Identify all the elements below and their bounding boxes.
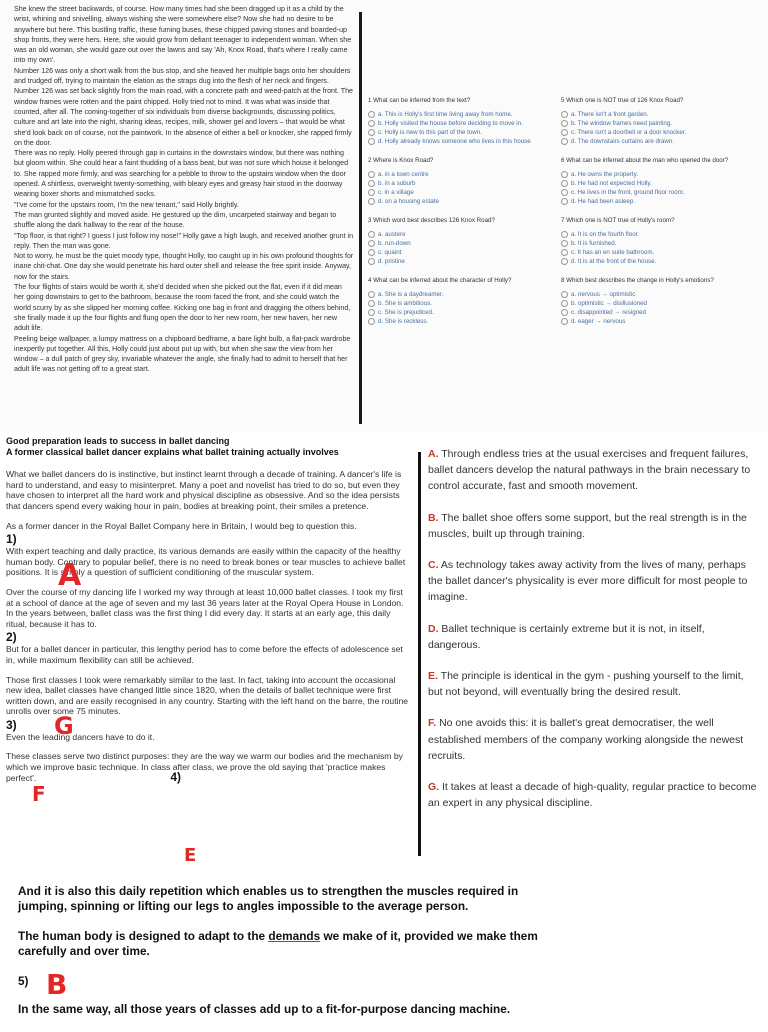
radio-button-icon[interactable] <box>561 309 568 316</box>
radio-button-icon[interactable] <box>368 318 375 325</box>
question-block <box>561 216 761 266</box>
article-paragraph: But for a ballet dancer in particular, this lengthy period has to come before the effects of adolescence set in, while maximum flexibility can still be achieved. <box>6 644 403 665</box>
story-paragraph: Not to worry, he must be the quiet moody type, thought Holly, too caught up in his own profound thoughts for inane chit-chat. One day she would penetrate his hard outer shell and release the free spirit inside. Anyway, now for the stairs. <box>14 252 354 281</box>
bottom-text: we make of it, provided we make them carefully and over time. <box>18 929 538 958</box>
radio-button-icon[interactable] <box>561 318 568 325</box>
option-letter: B. <box>428 511 439 524</box>
option-paragraph <box>428 715 758 764</box>
story-paragraph: "Top floor, is that right? I guess I just follow my nose!" Holly gave a high laugh, and received another grunt in reply. Then the man was gone. <box>14 231 354 250</box>
story-text <box>14 4 354 375</box>
answer-option[interactable] <box>561 257 761 266</box>
question-text: 3 Which word best describes 126 Knox Road? <box>368 217 495 224</box>
answer-option[interactable] <box>368 188 558 197</box>
answer-option[interactable] <box>368 170 558 179</box>
option-letter: G. <box>428 781 440 794</box>
answer-option-label: a. austere <box>378 231 406 238</box>
story-paragraph: Number 126 was only a short walk from the bus stop, and she heaved her multiple bags onto her shoulders and trudged off, trying to maintain the elation as the straps dug into the flesh of her neck and fingers. Number 126 was set back slightly from the main road, with a concrete path and weed-patch at the front. The window frames were rotten and the paint chipped. Holly tried not to mind. It was what was inside that counted, after all. The coming-together of six individuals from diverse backgrounds, discussing politics, culture and art late into the night, sharing ideas, recipes, milk, shower gel and lovers – that would be what she'd look back on of course, not the paintwork. In the absence of either a bell or knocker, she rapped firmly on the door. <box>14 66 353 147</box>
article-paragraph: As a former dancer in the Royal Ballet Company here in Britain, I would beg to question this. <box>6 520 357 531</box>
bottom-sentences <box>18 884 558 1032</box>
option-letter: D. <box>428 622 439 635</box>
handwritten-answer-1: A <box>58 558 82 593</box>
answer-option[interactable] <box>368 137 558 146</box>
question-text: 1 What can be inferred from the text? <box>368 97 471 104</box>
answer-option[interactable] <box>368 308 558 317</box>
answer-option-label: c. He lives in the front, ground floor room. <box>571 189 685 196</box>
radio-button-icon[interactable] <box>368 198 375 205</box>
bottom-text: The human body is designed to adapt to the <box>18 929 269 943</box>
answer-option-label: b. optimistic → disillusioned <box>571 300 647 307</box>
question-text: 4 What can be inferred about the character of Holly? <box>368 277 512 284</box>
radio-button-icon[interactable] <box>561 258 568 265</box>
answer-option-label: a. It is on the fourth floor. <box>571 231 640 238</box>
answer-option[interactable] <box>368 299 558 308</box>
answer-option-label: b. run-down <box>378 240 411 247</box>
answer-option-label: d. The downstairs curtains are drawn. <box>571 138 675 145</box>
radio-button-icon[interactable] <box>368 120 375 127</box>
option-paragraph <box>428 779 758 811</box>
column-divider <box>418 452 421 856</box>
answer-option-label: a. He owns the property. <box>571 171 638 178</box>
answer-option[interactable] <box>368 128 558 137</box>
answer-option[interactable] <box>368 179 558 188</box>
radio-button-icon[interactable] <box>368 111 375 118</box>
radio-button-icon[interactable] <box>561 240 568 247</box>
radio-button-icon[interactable] <box>561 291 568 298</box>
answer-option[interactable] <box>561 197 761 206</box>
radio-button-icon[interactable] <box>368 291 375 298</box>
article-paragraph: What we ballet dancers do is instinctive, but instinct learnt through a decade of training. A dancer's life is hard to understand, and easy to misinterpret. Many a poet and novelist has tried to do so, but even they have chosen to interpret all the hard work and physical discipline as obsessive. And so the idea persists that dancers spend every waking hour in pain, bodies at breaking point, their smiles a pretence. <box>6 469 402 511</box>
gap-number-5: 5) <box>18 974 29 988</box>
answer-option-label: d. eager → nervous <box>571 318 626 325</box>
question-text: 7 Which one is NOT true of Holly's room? <box>561 217 675 224</box>
question-text: 8 Which best describes the change in Holly's emotions? <box>561 277 714 284</box>
option-text: It takes at least a decade of high-quality, regular practice to become an expert in any physical discipline. <box>428 781 757 810</box>
answer-option-label: b. in a suburb <box>378 180 416 187</box>
handwritten-answer-3: F <box>32 782 46 806</box>
radio-button-icon[interactable] <box>561 189 568 196</box>
option-paragraph <box>428 557 758 606</box>
answer-option-label: a. This is Holly's first time living away from home. <box>378 111 513 118</box>
answer-option[interactable] <box>561 179 761 188</box>
answer-option-label: b. He had not expected Holly. <box>571 180 652 187</box>
gap-number-3: 3) <box>6 717 17 732</box>
answer-option[interactable] <box>368 239 558 248</box>
answer-option-label: c. It has an en suite bathroom. <box>571 249 655 256</box>
radio-button-icon[interactable] <box>368 309 375 316</box>
radio-button-icon[interactable] <box>561 300 568 307</box>
option-letter: F. <box>428 717 437 730</box>
option-text: Through endless tries at the usual exercises and frequent failures, ballet dancers develop the natural pathways in the brain necessary to control accurate, fast and smooth movement. <box>428 448 751 493</box>
radio-button-icon[interactable] <box>368 138 375 145</box>
answer-option-label: d. on a housing estate <box>378 198 439 205</box>
radio-button-icon[interactable] <box>561 138 568 145</box>
option-paragraph <box>428 446 758 495</box>
reading-page-top <box>0 0 768 432</box>
gap-number-2: 2) <box>6 630 17 645</box>
answer-option-label: d. Holly already knows someone who lives in this house <box>378 138 531 145</box>
answer-option[interactable] <box>561 188 761 197</box>
radio-button-icon[interactable] <box>368 300 375 307</box>
answer-option-label: c. in a village <box>378 189 414 196</box>
questions-left-column <box>368 96 558 336</box>
bottom-paragraph: In the same way, all those years of classes add up to a fit-for-purpose dancing machine. <box>18 1002 511 1016</box>
article-paragraph: Those first classes I took were remarkably similar to the last. In fact, taking into account the occasional new idea, ballet classes have changed little since 1820, when the details of ballet technique were first written down, and are easily recognised in any country. Starting with the left hand on the barre, the routine unrolls over some 75 minutes. <box>6 674 409 717</box>
radio-button-icon[interactable] <box>368 189 375 196</box>
radio-button-icon[interactable] <box>561 111 568 118</box>
answer-option-label: c. She is prejudiced. <box>378 309 434 316</box>
answer-option-label: c. quaint <box>378 249 402 256</box>
question-block <box>368 156 558 206</box>
answer-option[interactable] <box>561 308 761 317</box>
answer-option[interactable] <box>368 290 558 299</box>
option-text: No one avoids this: it is ballet's great democratiser, the well established members of the company working alongside the newest recruits. <box>428 717 744 762</box>
bottom-paragraph: And it is also this daily repetition which enables us to strengthen the muscles required in jumping, spinning or lifting our legs to angles impossible to the average person. <box>18 884 519 913</box>
answer-option-label: a. nervous → optimistic <box>571 291 636 298</box>
article-paragraph: These classes serve two distinct purposes: they are the way we warm our bodies and the mechanism by which we improve basic technique. In class after class, we prove the old saying that 'practice makes perfect'. <box>6 751 403 783</box>
handwritten-answer-5: B <box>46 968 68 1001</box>
question-text: 2 Where is Knox Road? <box>368 157 434 164</box>
answer-option-label: c. There isn't a doorbell or a door knocker. <box>571 129 687 136</box>
answer-option-label: b. She is ambitious. <box>378 300 432 307</box>
radio-button-icon[interactable] <box>561 180 568 187</box>
option-text: The principle is identical in the gym - pushing yourself to the limit, but not beyond, will eventually bring the desired result. <box>428 670 744 699</box>
answer-options <box>428 446 758 826</box>
radio-button-icon[interactable] <box>561 120 568 127</box>
article-subtitle: A former classical ballet dancer explains what ballet training actually involves <box>6 446 339 457</box>
story-paragraph: She knew the street backwards, of course. How many times had she been dragged up it as a child by the wrist, whining and snivelling, always wishing she were somewhere else? Now she had no desire to be anywhere but here. This bustling traffic, these fuming buses, these chipped paving stones and boarded-up shop fronts, they were hers. Here, she would grow from defiant teenager to independent woman. When she was an old woman, she would gaze out over the lawns and say 'Ah, Knox Road, that's where I really came into my own'. <box>14 5 352 65</box>
answer-option-label: a. in a town centre <box>378 171 429 178</box>
option-text: As technology takes away activity from the lives of many, perhaps the ballet dancer's physicality is ever more difficult for most people to imagine. <box>428 559 748 604</box>
answer-option[interactable] <box>368 248 558 257</box>
answer-option[interactable] <box>368 110 558 119</box>
radio-button-icon[interactable] <box>368 231 375 238</box>
answer-option[interactable] <box>561 299 761 308</box>
handwritten-answer-4: E <box>184 845 197 866</box>
article-paragraph: Over the course of my dancing life I worked my way through at least 10,000 ballet classes. I took my first at a school of dance at the age of seven and my last 36 years later at the Royal Opera House in London. In the years between, ballet class was the first thing I did every day. It starts at an early age, this daily ritual, because it has to. <box>6 586 404 629</box>
option-text: Ballet technique is certainly extreme but it is not, in itself, dangerous. <box>428 622 705 651</box>
gap-number-1: 1) <box>6 532 17 547</box>
option-paragraph <box>428 621 758 653</box>
radio-button-icon[interactable] <box>561 231 568 238</box>
radio-button-icon[interactable] <box>561 129 568 136</box>
answer-option[interactable] <box>368 317 558 326</box>
questions-right-column <box>561 96 761 336</box>
question-block <box>561 96 761 146</box>
answer-option[interactable] <box>368 230 558 239</box>
answer-option-label: b. It is furnished. <box>571 240 617 247</box>
radio-button-icon[interactable] <box>561 198 568 205</box>
answer-option[interactable] <box>561 248 761 257</box>
question-block <box>368 276 558 326</box>
answer-option[interactable] <box>368 257 558 266</box>
question-block <box>368 216 558 266</box>
answer-option[interactable] <box>561 119 761 128</box>
answer-option-label: d. It is at the front of the house. <box>571 258 657 265</box>
option-letter: C. <box>428 559 439 572</box>
radio-button-icon[interactable] <box>368 258 375 265</box>
answer-option-label: a. There isn't a front garden. <box>571 111 649 118</box>
gap-number-4: 4) <box>170 770 181 785</box>
answer-option-label: d. She is reckless. <box>378 318 429 325</box>
question-text: 5 Which one is NOT true of 126 Knox Road? <box>561 97 684 104</box>
answer-option-label: c. disappointed → resigned <box>571 309 646 316</box>
radio-button-icon[interactable] <box>368 129 375 136</box>
option-letter: E. <box>428 670 438 683</box>
article-title: Good preparation leads to success in ballet dancing <box>6 436 230 446</box>
question-block <box>368 96 558 146</box>
option-letter: A. <box>428 448 439 460</box>
story-paragraph: Peeling beige wallpaper, a lumpy mattress on a chipboard bedframe, a bare light bulb, a flat-pack wardrobe inexpertly put together. All this, Holly could just about put up with, but when she saw the view from her window – a dull patch of grey sky, invariable whatever the angle, she finally had to admit to herself that her adult life was not getting off to a great start. <box>14 334 351 374</box>
answer-option-label: b. The window frames need painting. <box>571 120 673 127</box>
answer-option-label: d. pristine <box>378 258 405 265</box>
answer-option[interactable] <box>561 137 761 146</box>
bottom-paragraph <box>18 929 558 959</box>
question-text: 6 What can be inferred about the man who opened the door? <box>561 157 729 164</box>
column-divider <box>359 12 362 424</box>
radio-button-icon[interactable] <box>561 171 568 178</box>
radio-button-icon[interactable] <box>368 171 375 178</box>
story-paragraph: The four flights of stairs would be worth it, she'd decided when she picked out the flat, even if it did mean her going downstairs to get to the bathroom, because the room faced the front, and she could watch the world scurry by as she slipped her morning coffee. Kicking one bag in front and dragging the others behind, she finally made it up the four flights and flung open the door to her new room, her new haven, her new adult life. <box>14 283 351 333</box>
answer-option[interactable] <box>368 119 558 128</box>
answer-option[interactable] <box>561 239 761 248</box>
radio-button-icon[interactable] <box>368 180 375 187</box>
answer-option[interactable] <box>561 317 761 326</box>
option-text: The ballet shoe offers some support, but the real strength is in the muscles, built up through training. <box>428 511 747 540</box>
answer-option[interactable] <box>368 197 558 206</box>
radio-button-icon[interactable] <box>368 240 375 247</box>
underlined-word: demands <box>268 929 321 943</box>
question-block <box>561 156 761 206</box>
answer-option[interactable] <box>561 128 761 137</box>
article-paragraph: With expert teaching and daily practice, its various demands are easily within the capacity of the healthy human body. Contrary to popular belief, there is no need to break bones or tear muscles to achieve ballet positions. It is simply a question of sufficient conditioning of the muscular system. <box>6 546 406 578</box>
answer-option[interactable] <box>561 230 761 239</box>
option-paragraph <box>428 668 758 700</box>
story-paragraph: There was no reply. Holly peered through gap in curtains in the downstairs window, but there was nothing but gloom within. She could hear a faint thudding of a bass beat, but was not sure which house it belonged to. She rapped more firmly, and was searching for a pebble to throw to the upstairs window when the door opened. A shirtless, overweight twenty-something, with bleary eyes and greasy hair stood in the doorway wearing boxer shorts and mismatched socks. <box>14 149 349 199</box>
answer-option[interactable] <box>561 170 761 179</box>
question-block <box>561 276 761 326</box>
answer-option[interactable] <box>561 290 761 299</box>
answer-option[interactable] <box>561 110 761 119</box>
story-paragraph: "I've come for the upstairs room, I'm the new tenant," said Holly brightly. <box>14 200 239 209</box>
handwritten-answer-2: G <box>54 712 74 740</box>
answer-option-label: a. She is a daydreamer. <box>378 291 444 298</box>
option-paragraph <box>428 510 758 542</box>
answer-option-label: c. Holly is new to this part of the town. <box>378 129 482 136</box>
article-paragraph: Even the leading dancers have to do it. <box>6 731 155 742</box>
answer-option-label: d. He had been asleep. <box>571 198 635 205</box>
radio-button-icon[interactable] <box>561 249 568 256</box>
answer-option-label: b. Holly visited the house before deciding to move in. <box>378 120 523 127</box>
story-paragraph: The man grunted slightly and moved aside. He gestured up the dim, uncarpeted stairway and began to shuffle along the dark hallway to the rear of the house. <box>14 210 337 230</box>
radio-button-icon[interactable] <box>368 249 375 256</box>
